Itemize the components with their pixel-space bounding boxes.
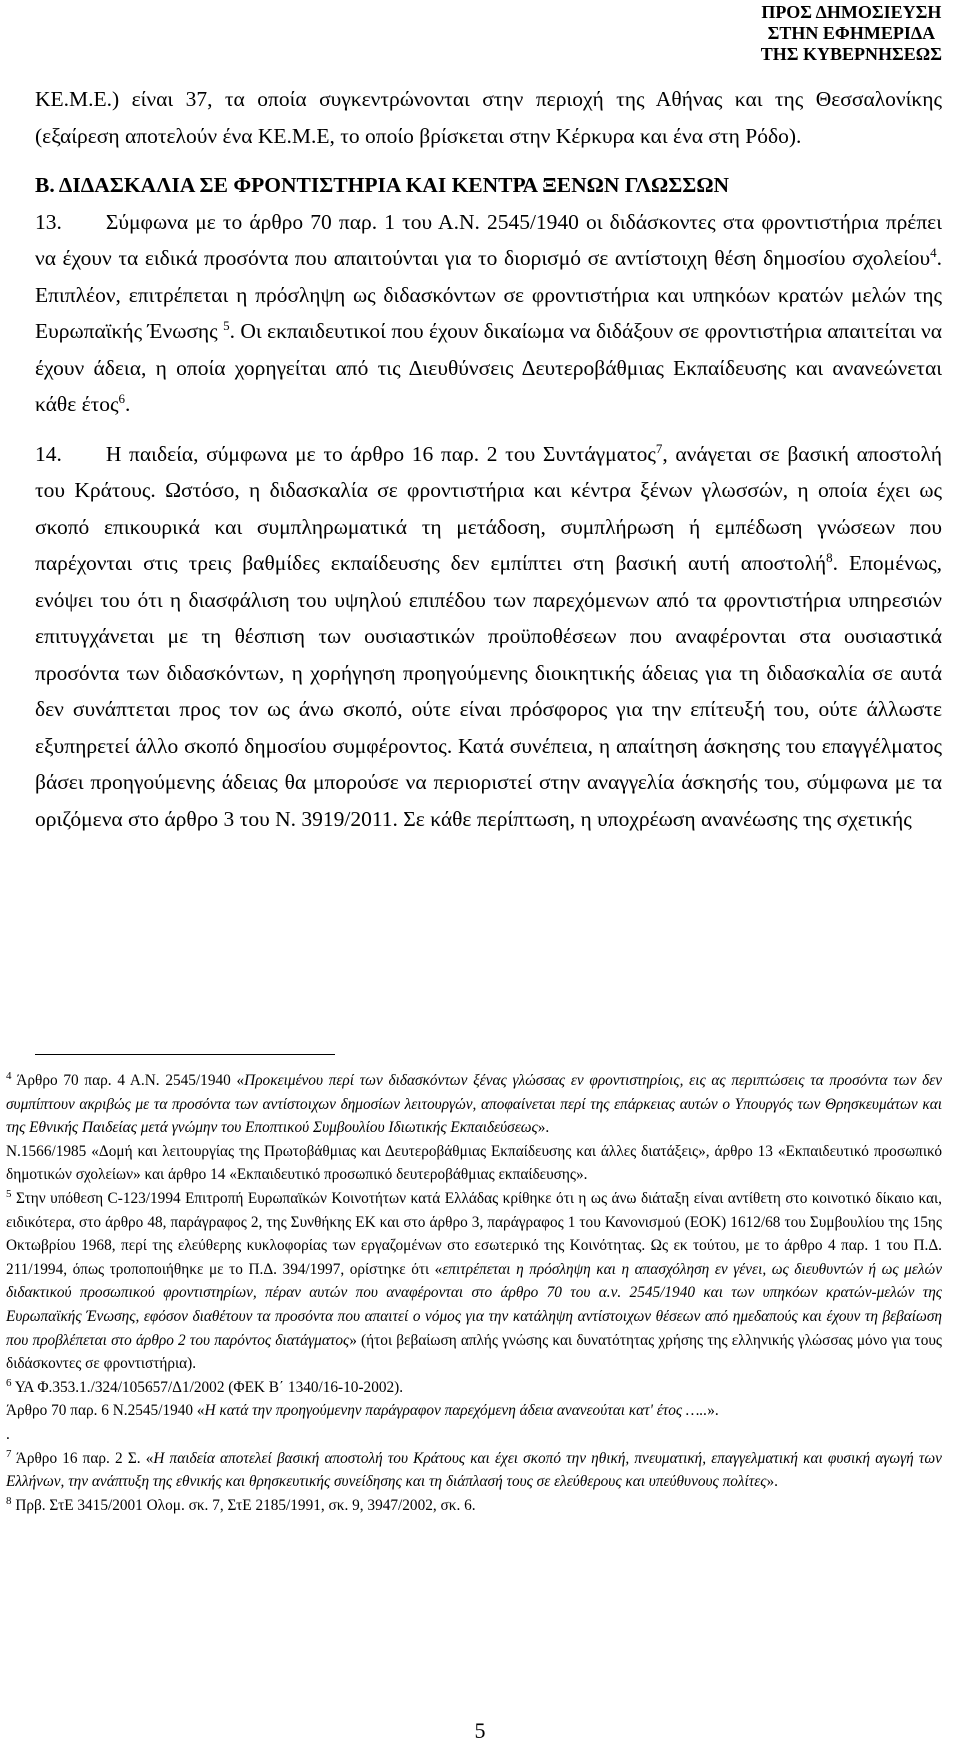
paragraph-13-number: 13. [35,209,62,234]
footnote-6: $^6$ ΥΑ Φ.353.1./324/105657/Δ1/2002 (ΦΕΚ Β΄ 1340/16-10-2002). [6,1376,404,1396]
footnote-4-continued: Ν.1566/1985 «Δομή και λειτουργίας της Πρωτοβάθμιας και Δευτεροβάθμιας Εκπαίδευσης και άλλες διατάξεις», άρθρο 13 «Εκπαιδευτικό προσωπικό δημοτικών σχολείων» και άρθρο 14 «Εκπαιδευτικό προσωπικό δευτεροβάθμιας εκπαίδευσης». [6,1142,942,1184]
footnote-4-mark: 4 [6,1069,12,1082]
footnote-4: $^4$ Άρθρο 70 παρ. 4 Α.Ν. 2545/1940 «Προκειμένου περί των διδασκόντων ξένας γλώσσας εν φροντιστηρίοις, εις ας περιπτώσεις τα προσόντα των δεν συμπίπτουν ακριβώς με τα προσόντα των αντίστοιχων δημοσίων λειτουργών, αποφαίνεται περί της επάρκειας αυτών ο Υπουργός των Θρησκευμάτων και της Εθνικής Παιδείας μετά γνώμην του Εποπτικού Συμβουλίου Ιδιωτικής Εκπαιδεύσεως». [6,1069,943,1137]
footnote-ref-4[interactable]: 4 [930,244,937,260]
paragraph-14-number: 14. [35,441,62,466]
footnote-ref-6[interactable]: 6 [118,390,126,406]
paragraph-13: 13. Σύμφωνα με το άρθρο 70 παρ. 1 του Α.Ν. 2545/1940 οι διδάσκοντες στα φροντιστήρια πρέπει να έχουν τα ειδικά προσόντα που απαιτούνται για το διορισμό σε αντίστοιχη θέση δημοσίου σχολείου$^4$. Επιπλέον, επιτρέπεται η πρόσληψη ως διδασκόντων σε φροντιστήρια και υπηκόων κρατών μελών της Ευρωπαϊκής Ένωσης $^5$. Οι εκπαιδευτικοί που έχουν δικαίωμα να διδάξουν σε φροντιστήρια απαιτείται να έχουν άδεια, η οποία χορηγείται από τις Διευθύνσεις Δευτεροβάθμιας Εκπαίδευσης και ανανεώνεται κάθε έτος$^6$. [35,209,942,416]
header-line-3: ΤΗΣ ΚΥΒΕΡΝΗΣΕΩΣ [760,44,942,64]
footnote-7-mark: 7 [6,1447,12,1460]
body-text [35,81,942,837]
paragraph-14: 14. Η παιδεία, σύμφωνα με το άρθρο 16 παρ. 2 του Συντάγματος$^7$, ανάγεται σε βασική αποστολή του Κράτους. Ωστόσο, η διδασκαλία σε φροντιστήρια και κέντρα ξένων γλωσσών, η οποία έχει ως σκοπό επικουρικά και συμπληρωματικά τη μετάδοση, συμπλήρωση ή εμπέδωση γνώσεων που παρέχονται στις τρεις βαθμίδες εκπαίδευσης δεν εμπίπτει στη βασική αυτή αποστολή$^8$. Επομένως, ενόψει του ότι η διασφάλιση του υψηλού επιπέδου των παρεχόμενων από τα φροντιστήρια υπηρεσιών επιτυγχάνεται με τη θέσπιση των ουσιαστικών προϋποθέσεων που αναφέρονται στα ουσιαστικά προσόντα των διδασκόντων, η χορήγηση προηγούμενης διοικητικής άδειας για τη διδασκαλία σε αυτά δεν συνάπτεται προς τον ως άνω σκοπό, ούτε είναι πρόσφορος για την επίτευξή του, ούτε άλλωστε εξυπηρετεί άλλο σκοπό δημοσίου συμφέροντος. Κατά συνέπεια, η απαίτηση άσκησης του επαγγέλματος βάσει προηγούμενης άδειας θα μπορούσε να περιοριστεί στην αναγγελία άσκησής του, σύμφωνα με τα οριζόμενα στο άρθρο 3 του Ν. 3919/2011. Σε κάθε περίπτωση, η υποχρέωση ανανέωσης της σχετικής [35,440,942,831]
header-line-2: ΣΤΗΝ ΕΦΗΜΕΡΙΔΑ [767,23,936,43]
intro-paragraph: ΚΕ.Μ.Ε.) είναι 37, τα οποία συγκεντρώνονται στην περιοχή της Αθήνας και της Θεσσαλονίκης (εξαίρεση αποτελούν ένα ΚΕ.Μ.Ε, το οποίο βρίσκεται στην Κέρκυρα και ένα στη Ρόδο). [35,87,942,148]
footnote-6-mark: 6 [6,1376,12,1389]
publication-header [761,2,942,65]
footnote-6-continued: Άρθρο 70 παρ. 6 Ν.2545/1940 «Η κατά την προηγούμενην παράγραφον παρεχόμενη άδεια ανανεούται κατ' έτος …..». [6,1402,719,1420]
footnote-ref-7[interactable]: 7 [655,440,663,456]
footnote-ref-5[interactable]: 5 [223,317,230,333]
footnotes [6,1069,942,1517]
footnote-ref-8[interactable]: 8 [826,549,833,565]
page-number: 5 [474,1718,486,1743]
footnote-7: $^7$ Άρθρο 16 παρ. 2 Σ. «Η παιδεία αποτελεί βασική αποστολή του Κράτους και έχει σκοπό την ηθική, πνευματική, επαγγελματική και φυσική αγωγή των Ελλήνων, την ανάπτυξη της εθνικής και θρησκευτικής συνείδησης και τη διάπλασή τους σε ελεύθερους και υπεύθυνους πολίτες». [6,1447,942,1491]
header-line-1: ΠΡΟΣ ΔΗΜΟΣΙΕΥΣΗ [761,2,942,22]
footnote-6-dot: . [6,1425,10,1443]
footnote-5-mark: 5 [6,1187,12,1200]
footnote-8: $^8$ Πρβ. ΣτΕ 3415/2001 Ολομ. σκ. 7, ΣτΕ 2185/1991, σκ. 9, 3947/2002, σκ. 6. [6,1494,476,1514]
footnote-5: $^5$ Στην υπόθεση C-123/1994 Επιτροπή Ευρωπαϊκών Κοινοτήτων κατά Ελλάδας κρίθηκε ότι η ως άνω διάταξη είναι αντίθετη στο κοινοτικό δίκαιο και, ειδικότερα, στο άρθρο 48, παράγραφος 2, της Συνθήκης ΕΚ και στο άρθρο 3, παράγραφος 1 του Κανονισμού (ΕΟΚ) 1612/68 του Συμβουλίου της 15ης Οκτωβρίου 1968, περί της ελεύθερης κυκλοφορίας των εργαζομένων στο εσωτερικό της Κοινότητας. Ως εκ τούτου, με το άρθρο 4 παρ. 1 του Π.Δ. 211/1994, όπως τροποποιήθηκε με το Π.Δ. 394/1997, ορίστηκε ότι «επιτρέπεται η πρόσληψη και η απασχόληση εν γένει, ως διευθυντών ή ως μελών διδακτικού προσωπικού φροντιστηρίων, πέραν αυτών που αναφέρονται στο άρθρο 70 του α.ν. 2545/1940 και των υπηκόων κρατών-μελών της Ευρωπαϊκής Ένωσης, εφόσον διαθέτουν τα προσόντα που απαιτεί ο νόμος για την κατάληψη αντίστοιχων θέσεων από ημεδαπούς και έχουν τη βεβαίωση που προβλέπεται στο άρθρο 2 του παρόντος διατάγματος» (ήτοι βεβαίωση απλής γνώσης και δυνατότητας χρήσης της ελληνικής γλώσσας μόνο για τους διδάσκοντες σε φροντιστήρια). [6,1187,942,1373]
section-heading: Β. ΔΙΔΑΣΚΑΛΙΑ ΣΕ ΦΡΟΝΤΙΣΤΗΡΙΑ ΚΑΙ ΚΕΝΤΡΑ ΞΕΝΩΝ ΓΛΩΣΣΩΝ [35,173,730,197]
footnote-8-mark: 8 [6,1494,12,1507]
footnote-separator [35,1054,335,1055]
